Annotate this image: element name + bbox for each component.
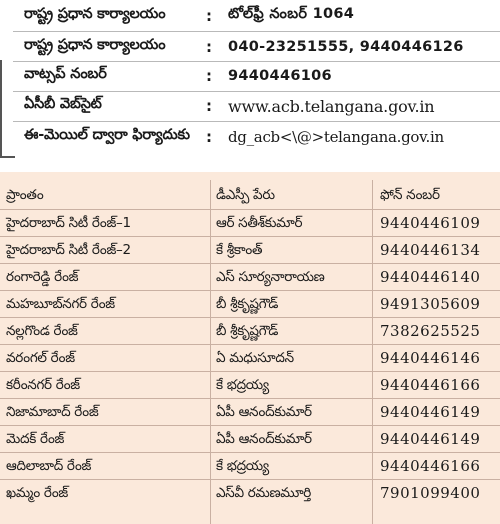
contact-label: రాష్ట్ర ప్రధాన కార్యాలయం — [24, 6, 166, 22]
row-9-phone: 9440446149 — [380, 430, 481, 448]
contact-colon: : — [206, 128, 212, 146]
divider — [13, 121, 500, 122]
contact-row-hq-phone — [0, 34, 500, 60]
row-7-dsp: కే భద్రయ్య — [216, 377, 269, 393]
row-3-region: రంగారెడ్డి రేంజ్ — [6, 269, 79, 285]
row-7-phone: 9440446166 — [380, 376, 481, 394]
row-1-region: హైదరాబాద్ సిటీ రేంజ్–1 — [6, 215, 131, 231]
contact-colon: : — [206, 97, 212, 115]
row-5-phone: 7382625525 — [380, 322, 481, 340]
row-8-region: నిజామాబాద్ రేంజ్ — [6, 404, 99, 420]
row-10-dsp: కే భద్రయ్య — [216, 458, 269, 474]
row-10-phone: 9440446166 — [380, 457, 481, 475]
row-11-dsp: ఎస్‌వీ రమణమూర్తి — [216, 485, 312, 501]
contact-row-tollfree — [0, 3, 500, 29]
row-11-region: ఖమ్మం రేంజ్ — [6, 485, 69, 501]
row-5-region: నల్లగొండ రేంజ్ — [6, 323, 78, 339]
contact-value-whatsapp: 9440446106 — [228, 68, 332, 84]
contact-row-email — [0, 124, 500, 150]
row-8-phone: 9440446149 — [380, 403, 481, 421]
row-7-region: కరీంనగర్ రేంజ్ — [6, 377, 80, 393]
row-6-region: వరంగల్ రేంజ్ — [6, 350, 75, 366]
row-2-phone: 9440446134 — [380, 241, 481, 259]
contact-value-tollfree: టోల్‌ఫ్రీ నంబర్ 1064 — [228, 6, 355, 22]
divider — [13, 61, 500, 62]
header-phone: ఫోన్ నంబర్ — [380, 187, 440, 203]
column-divider — [210, 180, 211, 524]
column-divider — [372, 180, 373, 524]
contact-row-whatsapp — [0, 63, 500, 89]
row-4-region: మహబూబ్‌నగర్ రేంజ్ — [6, 296, 115, 312]
row-6-phone: 9440446146 — [380, 349, 481, 367]
acb-dsp-contact-table — [0, 172, 500, 524]
header-dsp-name: డీఎస్పీ పేరు — [216, 187, 275, 203]
row-9-region: మెదక్ రేంజ్ — [6, 431, 65, 447]
contact-info-block — [0, 0, 500, 164]
row-1-dsp: ఆర్ సతీశ్‌కుమార్ — [216, 215, 303, 231]
contact-colon: : — [206, 38, 212, 56]
divider — [13, 91, 500, 92]
contact-value-email: dg_acb<\@>telangana.gov.in — [228, 128, 444, 146]
contact-label: ఈ-మెయిల్ ద్వారా ఫిర్యాదుకు — [24, 127, 190, 143]
contact-colon: : — [206, 7, 212, 25]
row-9-dsp: ఏపీ ఆనంద్‌కుమార్ — [216, 431, 312, 447]
row-3-phone: 9440446140 — [380, 268, 481, 286]
header-region: ప్రాంతం — [6, 187, 44, 203]
contact-label: ఏసీబీ వెబ్‌సైట్ — [24, 96, 102, 112]
contact-label: రాష్ట్ర ప్రధాన కార్యాలయం — [24, 37, 166, 53]
contact-value-hq-phone: 040-23251555, 9440446126 — [228, 39, 464, 55]
row-2-dsp: కే శ్రీకాంత్ — [216, 242, 263, 258]
row-8-dsp: ఏపీ ఆనంద్‌కుమార్ — [216, 404, 312, 420]
row-4-phone: 9491305609 — [380, 295, 481, 313]
row-5-dsp: బీ శ్రీకృష్ణగౌడ్ — [216, 323, 279, 339]
contact-colon: : — [206, 67, 212, 85]
divider — [13, 31, 500, 32]
row-6-dsp: ఏ మధుసూదన్ — [216, 350, 294, 366]
row-2-region: హైదరాబాద్ సిటీ రేంజ్–2 — [6, 242, 131, 258]
row-1-phone: 9440446109 — [380, 214, 481, 232]
contact-label: వాట్సప్ నంబర్ — [24, 66, 107, 82]
contact-row-website — [0, 93, 500, 119]
row-3-dsp: ఎస్ సూర్యనారాయణ — [216, 269, 325, 285]
row-4-dsp: బీ శ్రీకృష్ణగౌడ్ — [216, 296, 279, 312]
row-10-region: ఆదిలాబాద్ రేంజ్ — [6, 458, 92, 474]
row-11-phone: 7901099400 — [380, 484, 481, 502]
contact-value-website: www.acb.telangana.gov.in — [228, 96, 435, 116]
